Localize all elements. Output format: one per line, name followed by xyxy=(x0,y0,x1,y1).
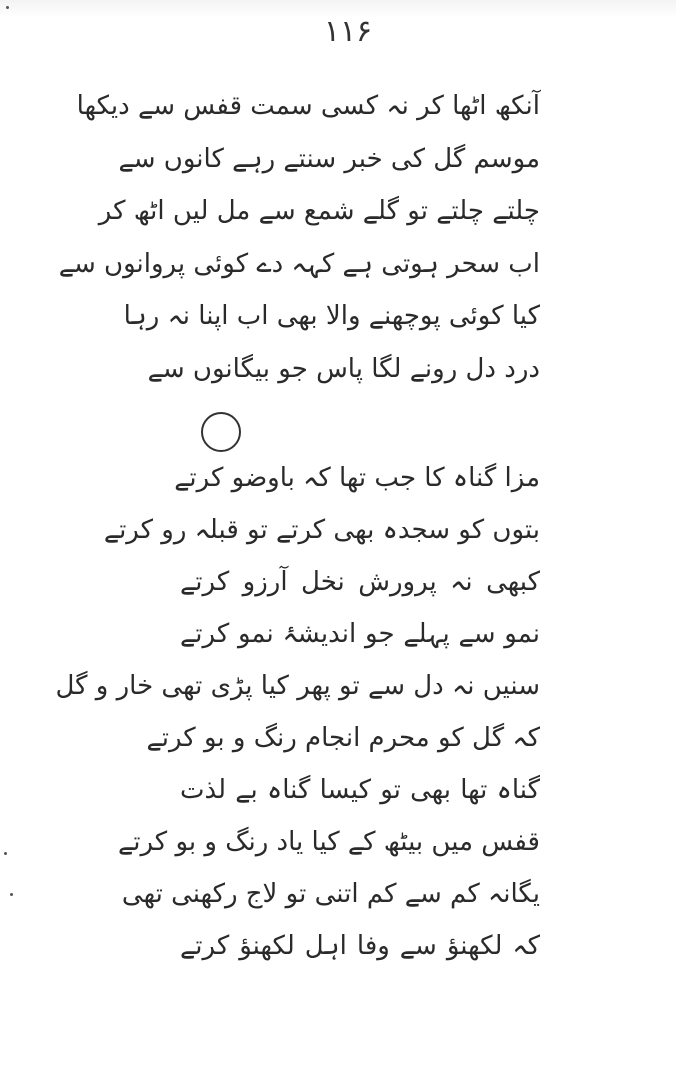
verse-line: مزا گناہ کا جب تھا کہ باوضو کرتے xyxy=(174,463,540,493)
verse-line: کہ لکھنؤ سے وفا اہل لکھنؤ کرتے xyxy=(180,931,540,961)
verse-line: یگانہ کم سے کم اتنی تو لاج رکھنی تھی xyxy=(121,879,540,909)
verse-line: گناہ تھا بھی تو کیسا گناہ بے لذت xyxy=(180,775,540,805)
verse-line: موسم گل کی خبر سنتے رہے کانوں سے xyxy=(118,143,540,174)
verse-line: بتوں کو سجدہ بھی کرتے تو قبلہ رو کرتے xyxy=(103,515,540,545)
verse-line: کیا کوئی پوچھنے والا بھی اب اپنا نہ رہا xyxy=(123,301,540,331)
margin-speck xyxy=(10,893,13,896)
verse-line: چلتے چلتے تو گلے شمع سے مل لیں اٹھ کر xyxy=(98,196,540,226)
verse-line: کبھی نہ پرورش نخل آرزو کرتے xyxy=(180,567,540,597)
verse-line: قفس میں بیٹھ کے کیا یاد رنگ و بو کرتے xyxy=(117,827,540,857)
stanza-second xyxy=(55,452,540,972)
page-number: ۱۱۶ xyxy=(323,14,373,49)
verse-line: کہ گل کو محرم انجام رنگ و بو کرتے xyxy=(146,723,540,753)
verse-line: درد دل رونے لگا پاس جو بیگانوں سے xyxy=(147,353,540,384)
margin-speck xyxy=(6,6,9,9)
verse-line: اب سحر ہوتی ہے کہہ دے کوئی پروانوں سے xyxy=(58,248,540,279)
verse-line: سنیں نہ دل سے تو پھر کیا پڑی تھی خار و گل xyxy=(55,671,540,701)
section-separator-circle xyxy=(201,412,241,452)
verse-line: آنکھ اٹھا کر نہ کسی سمت قفس سے دیکھا xyxy=(76,91,540,121)
stanza-first xyxy=(58,80,540,395)
verse-line: نمو سے پہلے جو اندیشۂ نمو کرتے xyxy=(180,619,540,649)
margin-speck xyxy=(4,852,7,855)
